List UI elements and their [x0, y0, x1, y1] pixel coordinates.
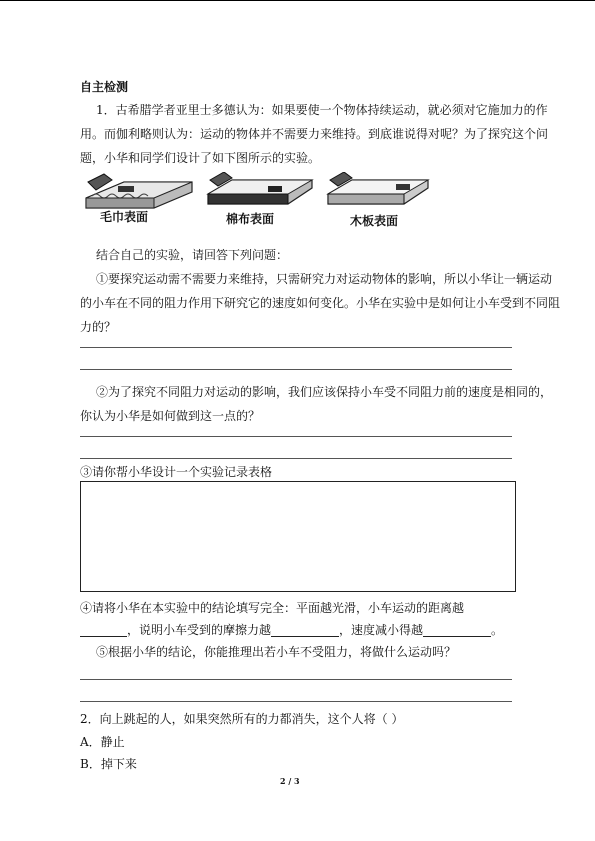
record-table-box[interactable] [80, 481, 516, 592]
answer-line-sub5-1[interactable] [80, 679, 512, 680]
section-title: 自主检测 [80, 80, 129, 94]
answer-line-sub5-2[interactable] [80, 701, 512, 702]
sub4-end: 。 [491, 623, 504, 637]
q1-prompt: 结合自己的实验，请回答下列问题： [96, 248, 289, 262]
q1-sub4-line-1: ④请将小华在本实验中的结论填写完全：平面越光滑，小车运动的距离越 [80, 601, 465, 615]
q1-intro-line-2: 用。而伽利略则认为：运动的物体并不需要力来维持。到底谁说得对呢？为了探究这个问 [80, 127, 549, 141]
q1-intro-line-3: 题，小华和同学们设计了如下图所示的实验。 [80, 151, 321, 165]
q1-sub2-line-2: 你认为小华是如何做到这一点的？ [80, 409, 261, 423]
blank-distance[interactable] [80, 624, 127, 637]
page-top-border [0, 0, 595, 1]
blank-speed[interactable] [423, 624, 491, 637]
q1-sub3: ③请你帮小华设计一个实验记录表格 [80, 465, 273, 479]
blank-friction[interactable] [271, 624, 339, 637]
q1-sub1-line-1: ①要探究运动需不需要力来维持，只需研究力对运动物体的影响，所以小华让一辆运动 [96, 272, 553, 286]
page-number: 2 / 3 [280, 776, 300, 786]
answer-line-sub1-2[interactable] [80, 369, 512, 370]
answer-line-sub2-2[interactable] [80, 458, 512, 459]
q1-sub1-line-2: 的小车在不同的阻力作用下研究它的速度如何变化。小华在实验中是如何让小车受到不同阻 [80, 296, 561, 310]
q2-option-a[interactable]: A．静止 [80, 735, 125, 749]
figure-label-towel: 毛巾表面 [100, 210, 149, 224]
figure-label-wood: 木板表面 [350, 214, 399, 228]
q2-stem: 2．向上跳起的人，如果突然所有的力都消失，这个人将（ ） [80, 712, 404, 726]
sub4-part3: ，速度减小得越 [339, 623, 424, 637]
q1-sub1-line-3: 力的？ [80, 320, 117, 334]
q1-sub5: ⑤根据小华的结论，你能推理出若小车不受阻力，将做什么运动吗？ [96, 645, 457, 659]
q1-sub4-line-2 [80, 623, 503, 637]
answer-line-sub2-1[interactable] [80, 436, 512, 437]
sub4-part2: ，说明小车受到的摩擦力越 [127, 623, 272, 637]
q1-sub2-line-1: ②为了探究不同阻力对运动的影响，我们应该保持小车受不同阻力前的速度是相同的， [96, 385, 553, 399]
figure-label-cotton: 棉布表面 [226, 212, 275, 226]
answer-line-sub1-1[interactable] [80, 347, 512, 348]
q1-intro-line-1: 1．古希腊学者亚里士多德认为：如果要使一个物体持续运动，就必须对它施加力的作 [96, 103, 548, 117]
q2-option-b[interactable]: B．掉下来 [80, 757, 137, 771]
